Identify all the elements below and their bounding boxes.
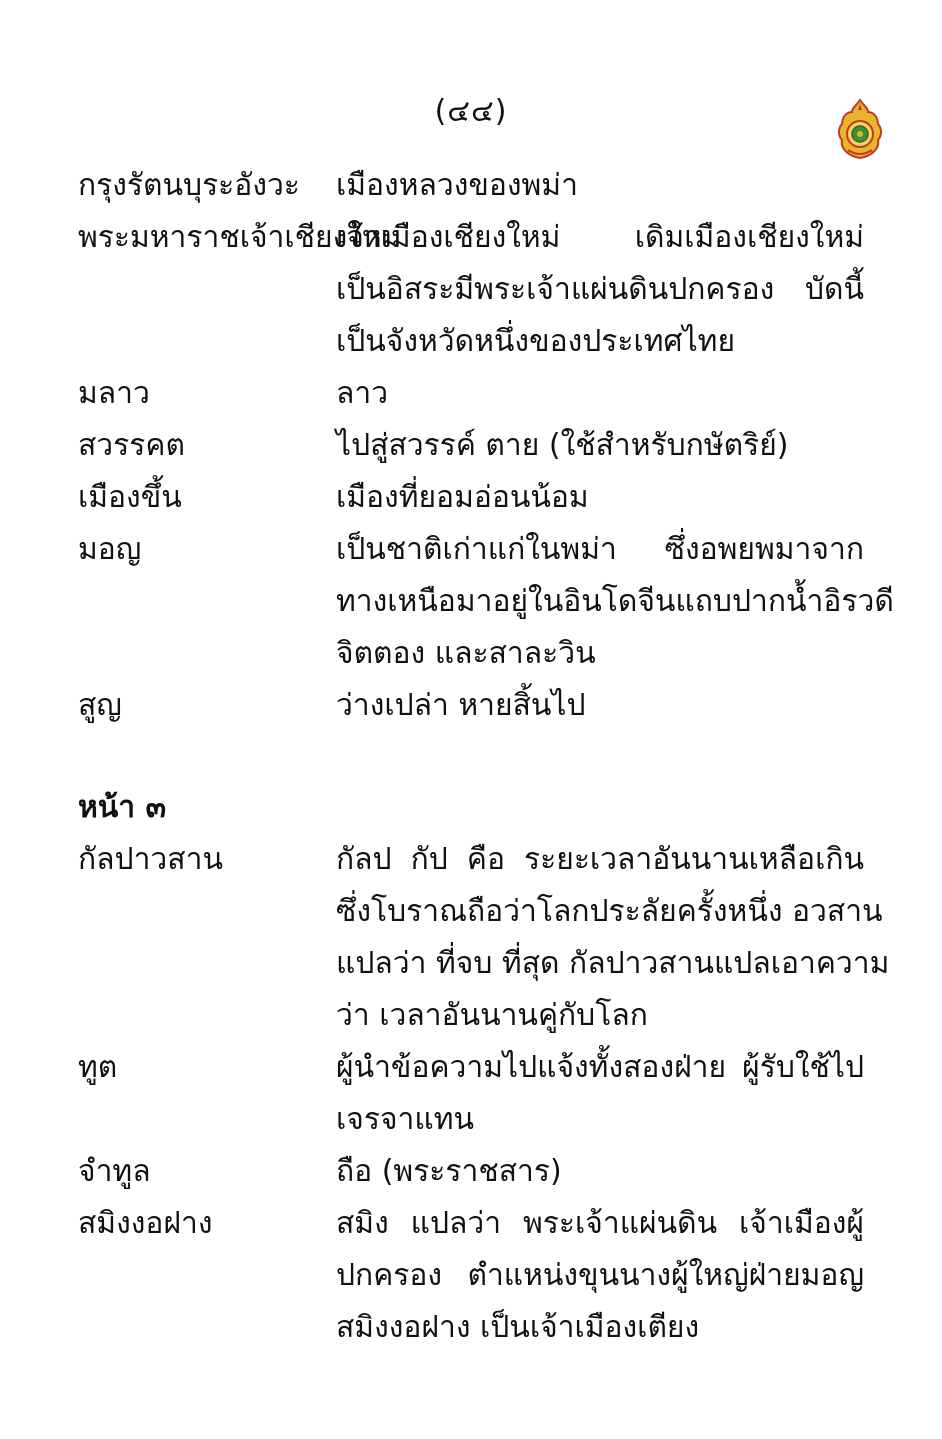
- glossary-term: มลาว: [78, 376, 150, 411]
- glossary-definition: [336, 212, 864, 368]
- glossary-part-2: [78, 834, 890, 1354]
- definition-line: เมืองหลวงของพม่า: [336, 168, 578, 203]
- glossary-entry: [78, 1146, 868, 1198]
- glossary-definition: [336, 1198, 864, 1354]
- glossary-definition: [336, 1042, 864, 1146]
- glossary-term: เมืองขึ้น: [78, 480, 182, 515]
- glossary-definition: [336, 524, 894, 680]
- glossary-definition: [336, 472, 864, 524]
- definition-line: แปลว่า ที่จบ ที่สุด กัลปาวสานแปลเอาความ: [336, 946, 890, 981]
- definition-line: เมืองที่ยอมอ่อนน้อม: [336, 480, 589, 515]
- glossary-definition: [336, 1146, 864, 1198]
- definition-line: ลาว: [336, 376, 389, 411]
- glossary-entry: [78, 1042, 868, 1146]
- definition-line: ถือ (พระราชสาร): [336, 1154, 562, 1189]
- glossary-term: สูญ: [78, 688, 122, 723]
- glossary-part-1: [78, 160, 894, 732]
- definition-line: เป็นอิสระมีพระเจ้าแผ่นดินปกครอง บัดนี้: [336, 272, 864, 307]
- glossary-entry: [78, 212, 868, 368]
- definition-line: ซึ่งโบราณถือว่าโลกประลัยครั้งหนึ่ง อวสาน: [336, 894, 883, 929]
- glossary-definition: [336, 420, 864, 472]
- glossary-definition: [336, 368, 864, 420]
- definition-line: เป็นจังหวัดหนึ่งของประเทศไทย: [336, 324, 736, 359]
- definition-line: สมิงงอฝาง เป็นเจ้าเมืองเตียง: [336, 1310, 700, 1345]
- definition-line: ผู้นำข้อความไปแจ้งทั้งสองฝ่าย ผู้รับใช้ไป: [336, 1050, 864, 1085]
- definition-line: เป็นชาติเก่าแก่ในพม่า ซึ่งอพยพมาจาก: [336, 532, 864, 567]
- definition-line: กัลป กัป คือ ระยะเวลาอันนานเหลือเกิน: [336, 842, 864, 877]
- glossary-entry: [78, 160, 868, 212]
- glossary-definition: [336, 680, 864, 732]
- glossary-term: สวรรคต: [78, 428, 185, 463]
- glossary-definition: [336, 160, 864, 212]
- glossary: [78, 160, 894, 1354]
- definition-line: ว่างเปล่า หายสิ้นไป: [336, 688, 586, 723]
- glossary-entry: [78, 368, 868, 420]
- glossary-term: กรุงรัตนบุระอังวะ: [78, 168, 300, 203]
- glossary-term: กัลปาวสาน: [78, 842, 223, 877]
- glossary-term: จำทูล: [78, 1154, 151, 1189]
- definition-line: จิตตอง และสาละวิน: [336, 636, 596, 671]
- definition-line: สมิง แปลว่า พระเจ้าแผ่นดิน เจ้าเมืองผู้: [336, 1206, 864, 1241]
- glossary-term: มอญ: [78, 532, 142, 567]
- definition-line: ปกครอง ตำแหน่งขุนนางผู้ใหญ่ฝ่ายมอญ: [336, 1258, 864, 1293]
- definition-line: ทางเหนือมาอยู่ในอินโดจีนแถบปากน้ำอิรวดี: [336, 584, 894, 619]
- definition-line: เจ้าเมืองเชียงใหม่ เดิมเมืองเชียงใหม่: [336, 220, 864, 255]
- glossary-term: พระมหาราชเจ้าเชียงใหม่: [78, 220, 402, 255]
- page-number: (๔๔): [434, 94, 508, 129]
- glossary-term: ทูต: [78, 1050, 118, 1085]
- glossary-term: สมิงงอฝาง: [78, 1206, 213, 1241]
- school-emblem-icon: [834, 98, 886, 160]
- section-heading: หน้า ๓: [78, 790, 167, 825]
- glossary-entry: [78, 680, 868, 732]
- glossary-entry: [78, 1198, 868, 1354]
- definition-line: ว่า เวลาอันนานคู่กับโลก: [336, 998, 648, 1033]
- glossary-definition: [336, 834, 890, 1042]
- definition-line: ไปสู่สวรรค์ ตาย (ใช้สำหรับกษัตริย์): [336, 428, 789, 463]
- glossary-entry: [78, 524, 894, 680]
- definition-line: เจรจาแทน: [336, 1102, 474, 1137]
- glossary-entry: [78, 472, 868, 524]
- glossary-entry: [78, 420, 868, 472]
- glossary-entry: [78, 834, 890, 1042]
